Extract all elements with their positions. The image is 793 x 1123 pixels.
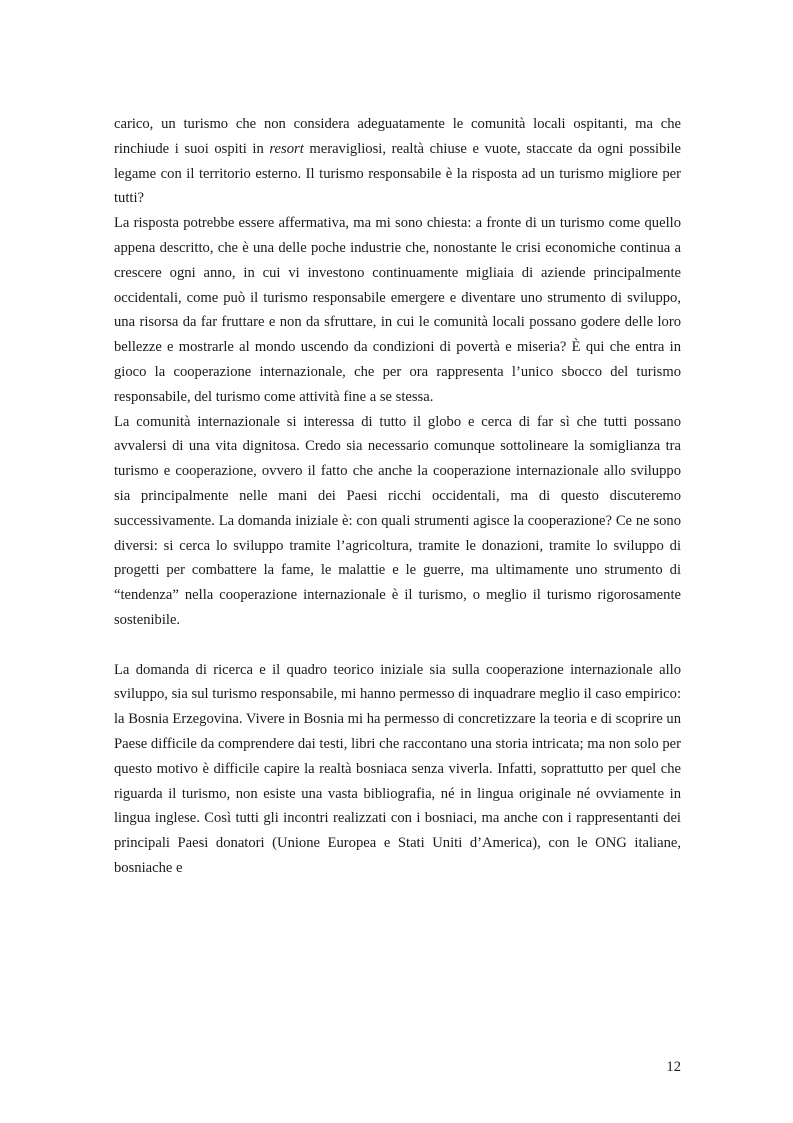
paragraph-2: La risposta potrebbe essere affermativa, ma mi sono chiesta: a fronte di un turismo come quello appena descritto, che è una delle poche industrie che, nonostante le crisi economiche continua a crescere ogni anno, in cui vi investono continuamente migliaia di aziende principalmente occidentali, come può il turismo responsabile emergere e diventare uno strumento di sviluppo, una risorsa da far fruttare e non da sfruttare, in cui le comunità locali possano godere delle loro bellezze e mostrarle al mondo uscendo da condizioni di povertà e miseria? È qui che entra in gioco la cooperazione internazionale, che per ora rappresenta l’unico sbocco del turismo responsabile, del turismo come attività fine a se stessa.	[114, 215, 681, 405]
italic-word-resort: resort	[269, 140, 304, 157]
paragraph-4: La domanda di ricerca e il quadro teorico iniziale sia sulla cooperazione internazionale allo sviluppo, sia sul turismo responsabile, mi hanno permesso di inquadrare meglio il caso empirico: la Bosnia Erzegovina. Vivere in Bosnia mi ha permesso di concretizzare la teoria e di scoprire un Paese difficile da comprendere dai testi, libri che raccontano una storia intricata; ma non solo per questo motivo è difficile capire la realtà bosniaca senza viverla. Infatti, soprattutto per quel che riguarda il turismo, non esiste una vasta bibliografia, né in lingua originale né ovviamente in lingua inglese. Così tutti gli incontri realizzati con i bosniaci, ma anche con i rappresentanti dei principali Paesi donatori (Unione Europea e Stati Uniti d’America), con le ONG italiane, bosniache e	[114, 661, 681, 876]
paragraph-1-text-start: carico, un turismo che non considera adeguatamente le comunità locali ospitanti, ma che rinchiude i suoi ospiti in	[114, 116, 681, 157]
document-page	[114, 112, 681, 881]
paragraph-1-text-end: meravigliosi, realtà chiuse e vuote, staccate da ogni possibile legame con il territorio esterno. Il turismo responsabile è la risposta ad un turismo migliore per tutti?	[114, 140, 681, 207]
page-number: 12	[666, 1059, 681, 1075]
paragraph-1	[114, 112, 681, 211]
paragraph-3: La comunità internazionale si interessa di tutto il globo e cerca di far sì che tutti possano avvalersi di una vita dignitosa. Credo sia necessario comunque sottolineare la somiglianza tra turismo e cooperazione, ovvero il fatto che anche la cooperazione internazionale allo sviluppo sia principalmente nelle mani dei Paesi ricchi occidentali, ma di questo discuteremo successivamente. La domanda iniziale è: con quali strumenti agisce la cooperazione? Ce ne sono diversi: si cerca lo sviluppo tramite l’agricoltura, tramite le donazioni, tramite lo sviluppo di progetti per combattere la fame, le malattie e le guerre, ma ultimamente uno strumento di “tendenza” nella cooperazione internazionale è il turismo, o meglio il turismo rigorosamente sostenibile.	[114, 413, 681, 628]
